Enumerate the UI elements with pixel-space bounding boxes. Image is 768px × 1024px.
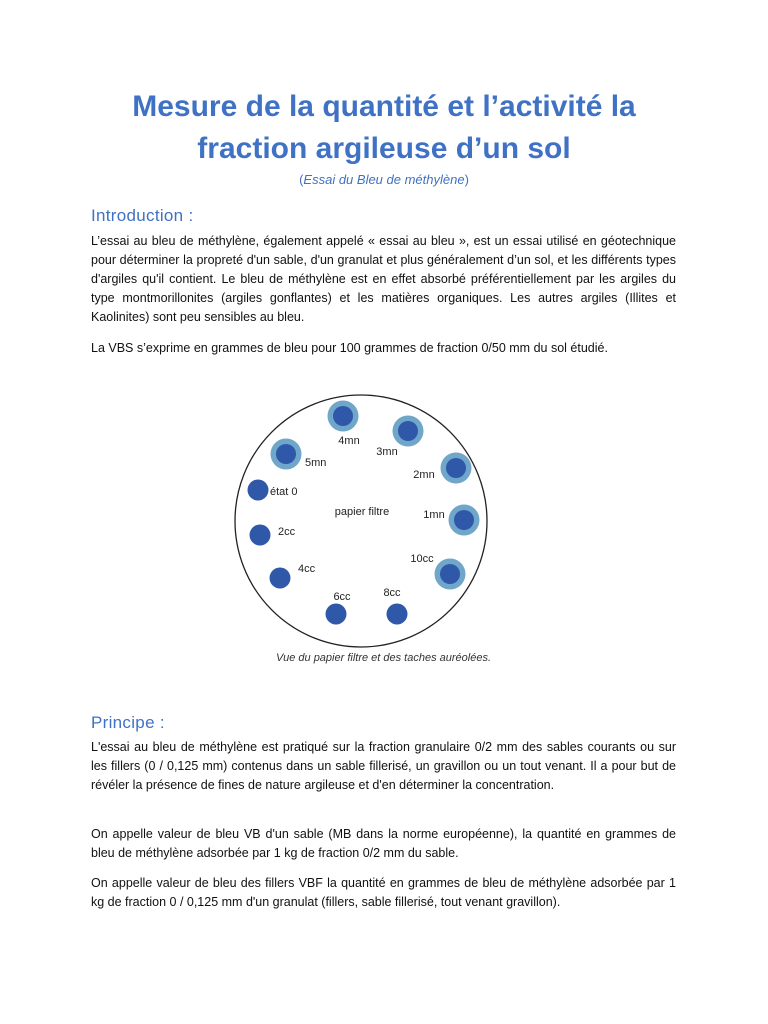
spot-label-2mn: 2mn [413,469,435,481]
spot-label-1mn: 1mn [423,509,445,521]
principe-paragraph-2: On appelle valeur de bleu VB d'un sable (MB dans la norme européenne), la quantité en grammes de bleu de méthylène adsorbée par 1 kg de fraction 0/2 mm du sable. [91,827,676,860]
spot-4cc [270,568,291,589]
subtitle-text: Essai du Bleu de méthylène [303,172,465,187]
filter-paper-diagram [228,388,494,654]
spot-5mn [276,444,296,464]
spot-label-6cc: 6cc [333,591,351,603]
spot-label-3mn: 3mn [376,446,398,458]
spot-3mn [398,421,418,441]
principe-paragraph-3: On appelle valeur de bleu des fillers VBF la quantité en grammes de bleu de méthylène adsorbée par 1 kg de fraction 0 / 0,125 mm d'un granulat (fillers, sable fillerisé, tout venant gravillon). [91,876,676,909]
title-line-2: fraction argileuse d’un sol [197,132,571,165]
spot--tat-0 [248,480,269,501]
spot-label-5mn: 5mn [305,457,327,469]
filter-paper-label: papier filtre [334,506,390,518]
principe-paragraph-1: L'essai au bleu de méthylène est pratiqué sur la fraction granulaire 0/2 mm des sables courants ou sur les fillers (0 / 0,125 mm) contenus dans un sable fillerisé, un gravillon ou un tout venant. Il a pour but de révéler la présence de fines de nature argileuse et d'en déterminer la concentration. [91,740,676,792]
filter-paper-figure [228,388,494,654]
spot-6cc [326,604,347,625]
spot-label-2cc: 2cc [278,526,296,538]
subtitle-open-paren: ( [299,172,304,187]
figure-caption: Vue du papier filtre et des taches auréolées. [275,652,492,664]
introduction-heading: Introduction : [91,206,194,225]
spot-2mn [446,458,466,478]
subtitle-close-paren: ) [464,172,469,187]
spot-label-4mn: 4mn [338,435,360,447]
introduction-paragraph-1: L’essai au bleu de méthylène, également appelé « essai au bleu », est un essai utilisé en géotechnique pour déterminer la propreté d'un sable, d'un granulat et plus généralement d’un sol, et les différents types d'argiles qu'il contient. Le bleu de méthylène est en effet absorbé préférentiellement par les argiles du type montmorillonites (argiles gonflantes) et les matières organiques. Les autres argiles (Illites et Kaolinites) sont peu sensibles au bleu. [91,234,676,324]
spot-label--tat-0: état 0 [270,486,298,498]
spot-10cc [440,564,460,584]
spot-label-10cc: 10cc [410,553,434,565]
spot-8cc [387,604,408,625]
spot-4mn [333,406,353,426]
principe-heading: Principe : [91,713,165,732]
title-line-1: Mesure de la quantité et l’activité la [132,90,636,123]
spot-label-8cc: 8cc [383,587,401,599]
spot-1mn [454,510,474,530]
page-subtitle [90,172,678,187]
spot-2cc [250,525,271,546]
page-title [90,86,678,170]
spot-label-4cc: 4cc [298,563,316,575]
introduction-paragraph-2: La VBS s’exprime en grammes de bleu pour 100 grammes de fraction 0/50 mm du sol étudié. [91,341,608,355]
